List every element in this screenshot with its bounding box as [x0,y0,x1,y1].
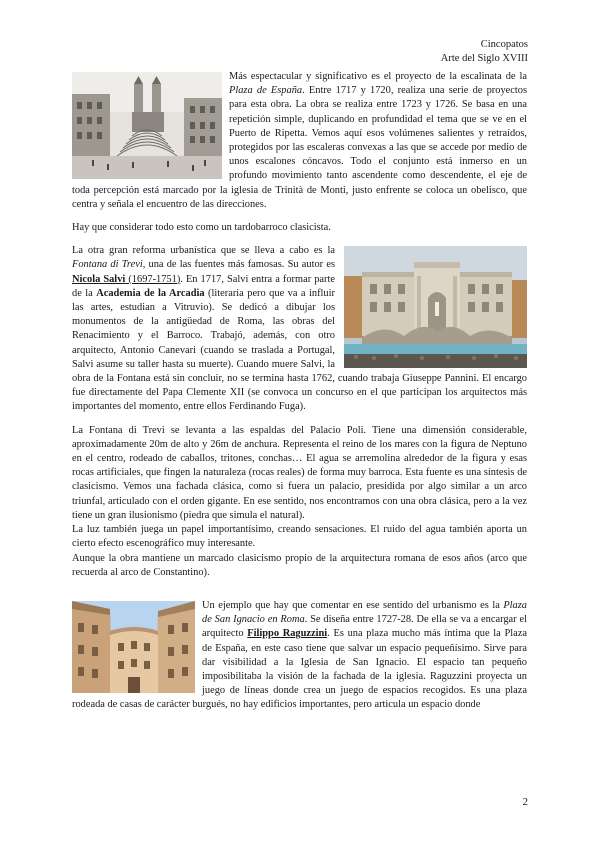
plaza-san-ignacio-photo [72,601,195,693]
document-body [72,70,527,722]
header-line-1: Cincopatos [480,39,528,50]
paragraph-trevi-description: La Fontana di Trevi se levanta a las espaldas del Palacio Poli. Tiene una dimensión considerable, aproximadamente 20m de alto y 26m de anchura. Representa el reino de los mares con la figura de Neptuno en el centro, rodeado de caballos, tritones, conchas… El agua se arremolina alrededor de la figura y esas rocas artificiales, que fingen la naturaleza (rocas reales) de forma muy barroca. Esta fuente es una síntesis de clasicismo. Vemos una fachada clásica, como si fuera un palacio, presidida por algo similar a un arco triunfal, articulado con el orden gigante. En ese sentido, nos encontramos con una obra clásica, pero a la vez tiene un gran ilusionismo (piedra que simula el natural). [72,424,527,521]
fontana-trevi-title: Fontana di Trevi [72,259,143,271]
page-header [441,38,528,66]
plaza-espana-engraving-image [72,72,222,179]
paragraph-trevi-classicism: Aunque la obra mantiene un marcado clasicismo propio de la arquitectura romana de esos años (arco que recuerda al arco de Constantino). [72,552,527,578]
paragraph-tardobarroco: Hay que considerar todo esto como un tardobarroco clasicista. [72,222,331,234]
paragraph-plaza-san-ignacio: Un ejemplo que hay que comentar en ese sentido del urbanismo es la Plaza de San Ignacio en Roma. Se diseña entre 1727-28. De ella se va a encargar el arquitecto Filippo Raguzzini. Es una plaza mucho más íntima que la Plaza de España, en este caso tiene que salvar un espacio pequeñísimo. Sirve para dar visibilidad a la Iglesia de San Ignacio. El espacio tan pequeño imposibilitaba la visión de la fachada de la iglesia. Raguzzini proyecta un juego de líneas donde crea un juego de espacios recogidos. Es una plaza rodeada de casas de carácter burgués, no hay edificios importantes, pero articula un espacio donde [72,599,528,711]
paragraph-fontana-trevi: La otra gran reforma urbanística que se lleva a cabo es la Fontana di Trevi, una de las fuentes más famosas. Su autor es Nicola Salvi (1697-1751). En 1717, Salvi entra a formar parte de la Academia de la Arcadia (literaria pero que va a influir las artes, estudian a Vitruvio). Se dedicó a dibujar los monumentos de la antigüedad de Roma, las obras del Renacimiento y el Barroco. Trabajó, además, con otro arquitecto, Antonio Canevari (cuando se traslada a Portugal, Salvi asume su taller hasta su muerte). Cuando muere Salvi, la obra de la Fontana está sin concluir, no se termina hasta 1762, cuando trabaja Giuseppe Pannini. El encargo fue directamente del Papa Clemente XII (se convoca un concurso en el que participan los arquitectos más importantes del momento, entre ellos Ferdinando Fuga). [72,245,527,413]
fontana-trevi-photo [344,246,527,368]
author-nicola-salvi: Nicola Salvi [72,273,126,285]
academia-arcadia: Academia de la Arcadia [96,287,205,299]
author-filippo-raguzzini: Filippo Raguzzini [247,628,328,640]
plaza-espana-title: Plaza de España [229,85,303,97]
header-line-2: Arte del Siglo XVIII [440,53,528,64]
plaza-san-ignacio-title: Plaza de San Ignacio en Roma [202,599,527,626]
page-number: 2 [522,796,528,808]
paragraph-trevi-light: La luz también juega un papel importantísimo, creando sensaciones. El ruido del agua también aporta un cierto efecto escenográfico muy interesante. [72,524,527,550]
paragraph-plaza-espana: Más espectacular y significativo es el proyecto de la escalinata de la Plaza de España. Entre 1717 y 1720, realiza una serie de proyectos para esta obra. La obra se realiza entre 1723 y 1726. Se basa en una repetición simple, duplicando en profundidad el tema que se ve en el Puerto de Ripetta. Vemos aquí esos volúmenes salientes y retraídos, protegidos por las escaleras convexas a las que se accede por medio de unos escalones cóncavos. Todo el conjunto está inmerso en un profundo movimiento tanto ascendente como descendente, el eje de toda percepción está marcado por la iglesia de Trinità de Monti, justo enfrente se coloca un obelisco, que centra y señala el encuentro de las direcciones. [72,71,528,210]
